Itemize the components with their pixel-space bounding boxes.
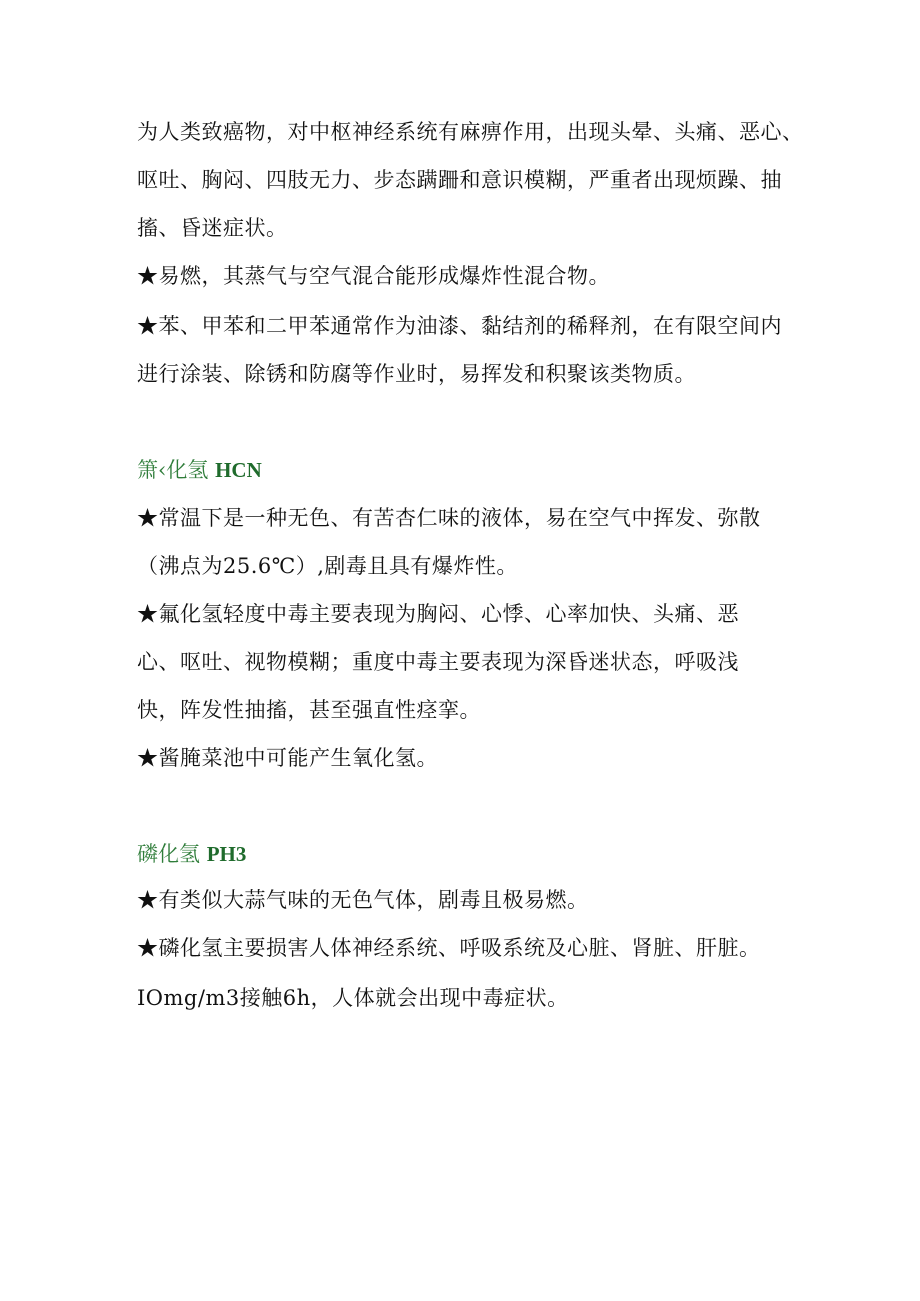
hcn-bullet-symptoms: ★氟化氢轻度中毒主要表现为胸闷、心悸、心率加快、头痛、恶 bbox=[137, 602, 739, 626]
hcn-bullet-symptoms-cont-1: 心、呕吐、视物模糊；重度中毒主要表现为深昏迷状态，呼吸浅 bbox=[137, 650, 739, 674]
hcn-heading-name: 箫‹化氢 bbox=[137, 458, 209, 482]
ph3-heading-formula: PH3 bbox=[206, 842, 247, 866]
hcn-heading-formula: HCN bbox=[215, 458, 262, 482]
hcn-bullet-properties-cont: （沸点为25.6℃）,剧毒且具有爆炸性。 bbox=[137, 554, 518, 578]
benzene-text-line-1: 为人类致癌物，对中枢神经系统有麻痹作用，出现头晕、头痛、恶心、 bbox=[137, 120, 804, 144]
ph3-bullet-damage: ★磷化氢主要损害人体神经系统、呼吸系统及心脏、肾脏、肝脏。 bbox=[137, 936, 761, 960]
benzene-bullet-flammable: ★易燃，其蒸气与空气混合能形成爆炸性混合物。 bbox=[137, 264, 610, 288]
hcn-bullet-symptoms-cont-2: 快，阵发性抽搐，甚至强直性痉挛。 bbox=[137, 698, 481, 722]
hcn-bullet-properties: ★常温下是一种无色、有苦杏仁味的液体，易在空气中挥发、弥散 bbox=[137, 506, 761, 530]
ph3-heading-name: 磷化氢 bbox=[137, 842, 200, 866]
ph3-bullet-properties: ★有类似大蒜气味的无色气体，剧毒且极易燃。 bbox=[137, 888, 589, 912]
benzene-bullet-solvent: ★苯、甲苯和二甲苯通常作为油漆、黏结剂的稀释剂，在有限空间内 bbox=[137, 314, 782, 338]
benzene-text-line-3: 搐、昏迷症状。 bbox=[137, 216, 288, 240]
hcn-bullet-source: ★酱腌菜池中可能产生氧化氢。 bbox=[137, 746, 438, 770]
ph3-heading bbox=[137, 840, 246, 868]
benzene-bullet-solvent-cont: 进行涂装、除锈和防腐等作业时，易挥发和积聚该类物质。 bbox=[137, 362, 696, 386]
benzene-text-line-2: 呕吐、胸闷、四肢无力、步态蹒跚和意识模糊，严重者出现烦躁、抽 bbox=[137, 168, 782, 192]
ph3-exposure-text: IOmg/m3接触6h，人体就会出现中毒症状。 bbox=[137, 986, 569, 1010]
hcn-heading bbox=[137, 456, 262, 484]
